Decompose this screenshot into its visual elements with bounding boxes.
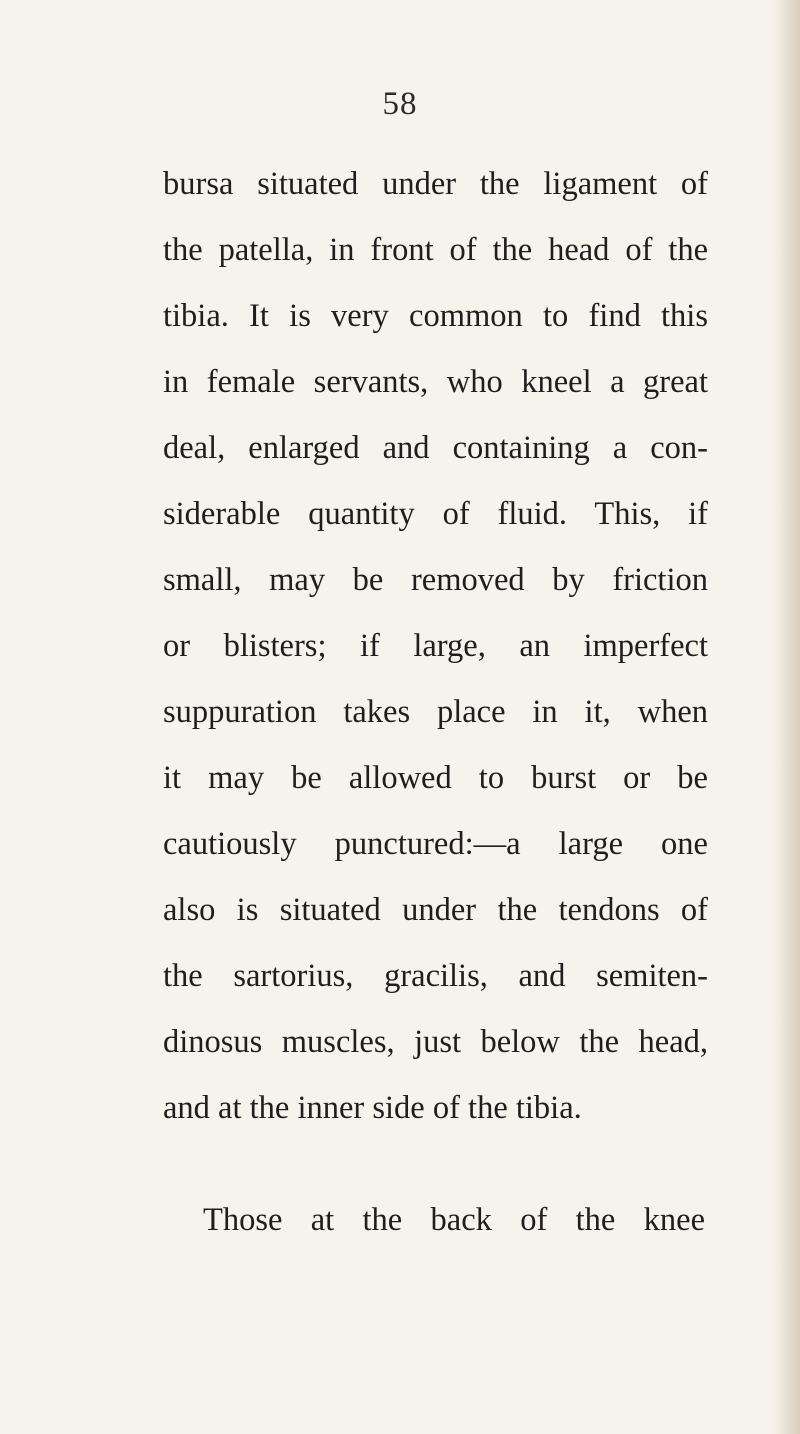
text-line: dinosus muscles, just below the head, bbox=[163, 1024, 708, 1060]
text-line-last: and at the inner side of the tibia. bbox=[163, 1090, 582, 1126]
text-line: the patella, in front of the head of the bbox=[163, 232, 708, 268]
page-number: 58 bbox=[382, 86, 418, 122]
text-line: small, may be removed by friction bbox=[163, 562, 708, 598]
text-line: tibia. It is very common to find this bbox=[163, 298, 708, 334]
text-line: siderable quantity of fluid. This, if bbox=[163, 496, 708, 532]
text-line: bursa situated under the ligament of bbox=[163, 166, 708, 202]
text-line: also is situated under the tendons of bbox=[163, 892, 708, 928]
page-edge-shadow bbox=[778, 0, 800, 1434]
text-line: suppuration takes place in it, when bbox=[163, 694, 708, 730]
text-line: in female servants, who kneel a great bbox=[163, 364, 708, 400]
text-line: the sartorius, gracilis, and semiten- bbox=[163, 958, 708, 994]
text-line: or blisters; if large, an imperfect bbox=[163, 628, 708, 664]
next-paragraph-line: Those at the back of the knee bbox=[203, 1202, 705, 1238]
text-line: it may be allowed to burst or be bbox=[163, 760, 708, 796]
text-line: deal, enlarged and containing a con- bbox=[163, 430, 708, 466]
text-line: cautiously punctured:—a large one bbox=[163, 826, 708, 862]
